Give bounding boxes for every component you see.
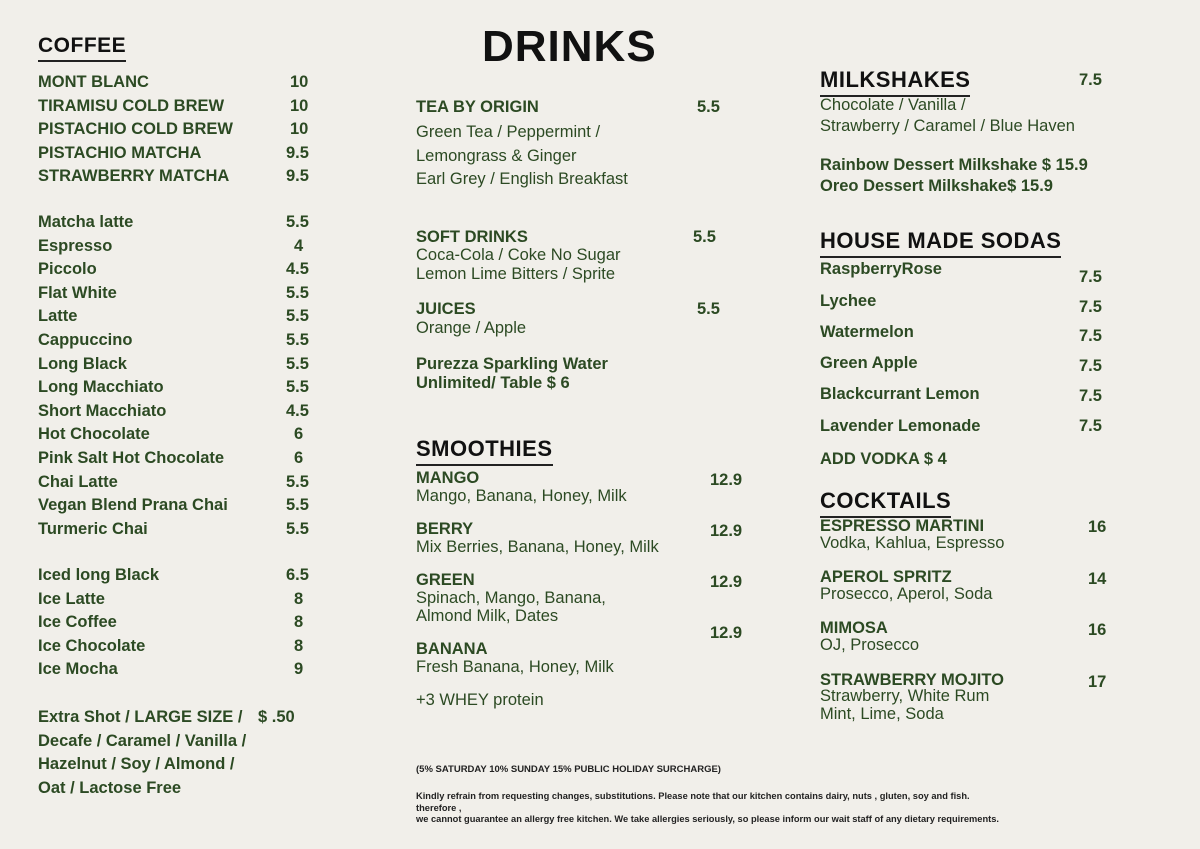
list-item	[38, 518, 318, 542]
item-name: Matcha latte	[38, 213, 134, 231]
dessert-milkshake: Rainbow Dessert Milkshake $ 15.9	[820, 156, 1088, 174]
coffee-specials-list	[38, 71, 318, 189]
item-price: 9.5	[286, 167, 309, 186]
smoothie-name: BERRY	[416, 520, 474, 538]
soda-name: Lavender Lemonade	[820, 417, 981, 435]
smoothie-price: 12.9	[710, 573, 743, 591]
soda-price: 7.5	[1079, 298, 1102, 316]
disclaimer-line: Kindly refrain from requesting changes, substitutions. Please note that our kitchen contains dairy, nuts , gluten, soy and fish.	[416, 791, 970, 801]
list-item	[38, 753, 318, 777]
item-price: 5.5	[286, 307, 309, 326]
cocktail-name: STRAWBERRY MOJITO	[820, 671, 1004, 689]
smoothie-price: 12.9	[710, 624, 743, 642]
item-name: Iced long Black	[38, 566, 160, 584]
item-name: MONT BLANC	[38, 73, 149, 91]
tea-line: Green Tea / Peppermint /	[416, 123, 601, 141]
smoothie-name: GREEN	[416, 571, 475, 589]
cocktail-price: 17	[1088, 673, 1107, 691]
milkshakes-price: 7.5	[1079, 71, 1102, 89]
extras-line: Oat / Lactose Free	[38, 778, 182, 797]
list-item	[38, 165, 318, 189]
list-item	[38, 305, 318, 329]
soda-name: Watermelon	[820, 323, 914, 341]
item-name: Ice Coffee	[38, 613, 117, 632]
item-price: 10	[290, 96, 309, 115]
smoothie-name: BANANA	[416, 640, 488, 658]
item-price: 4.5	[286, 260, 309, 279]
item-name: Chai Latte	[38, 472, 118, 491]
list-item	[38, 494, 318, 518]
smoothie-desc-line: Almond Milk, Dates	[416, 607, 559, 625]
item-name: Espresso	[38, 236, 113, 255]
item-price: 5.5	[286, 378, 309, 397]
smoothie-description: Fresh Banana, Honey, Milk	[416, 658, 614, 676]
dessert-milkshakes	[820, 155, 1088, 197]
coffee-iced-list	[38, 564, 318, 682]
item-name: TIRAMISU COLD BREW	[38, 96, 225, 115]
item-price: 5.5	[286, 354, 309, 373]
tea-price: 5.5	[697, 98, 720, 116]
item-name: Ice Mocha	[38, 660, 118, 679]
list-item	[38, 658, 318, 682]
cocktail-desc-line: Strawberry, White Rum	[820, 687, 990, 705]
item-price: 10	[290, 73, 309, 91]
item-price: 5.5	[286, 496, 309, 515]
list-item	[38, 211, 318, 235]
cocktail-name: APEROL SPRITZ	[820, 568, 952, 586]
item-name: PISTACHIO COLD BREW	[38, 120, 233, 139]
disclaimer-line: we cannot guarantee an allergy free kitchen. We take allergies seriously, so please inform our wait staff of any dietary requirements.	[416, 814, 999, 824]
list-item	[38, 282, 318, 306]
whey-addon: +3 WHEY protein	[416, 691, 544, 709]
item-name: Long Black	[38, 354, 127, 373]
soft-drinks-name: SOFT DRINKS	[416, 228, 528, 246]
disclaimer-line: therefore ,	[416, 802, 462, 813]
soda-price: 7.5	[1079, 268, 1102, 286]
tea-name: TEA BY ORIGIN	[416, 98, 539, 116]
item-price: 5.5	[286, 330, 309, 349]
list-item	[38, 376, 318, 400]
smoothie-name: MANGO	[416, 469, 480, 487]
milkshakes-heading: MILKSHAKES	[820, 67, 970, 97]
item-name: PISTACHIO MATCHA	[38, 143, 202, 162]
list-item	[38, 706, 318, 730]
water-line: Purezza Sparkling Water	[416, 355, 608, 373]
milkshake-line: Strawberry / Caramel / Blue Haven	[820, 117, 1075, 135]
item-name: Cappuccino	[38, 330, 133, 349]
item-price: 6.5	[286, 566, 309, 584]
smoothie-description: Mango, Banana, Honey, Milk	[416, 487, 627, 505]
list-item	[38, 235, 318, 259]
soda-price: 7.5	[1079, 327, 1102, 345]
soft-drinks-price: 5.5	[693, 228, 716, 246]
soft-line: Lemon Lime Bitters / Sprite	[416, 264, 615, 283]
list-item	[38, 730, 318, 754]
item-name: STRAWBERRY MATCHA	[38, 167, 230, 186]
item-price: 9.5	[286, 143, 309, 162]
cocktail-desc-line: Mint, Lime, Soda	[820, 704, 944, 723]
list-item	[38, 635, 318, 659]
item-price: 8	[294, 613, 304, 632]
juices-price: 5.5	[697, 300, 720, 318]
item-price: 4	[294, 236, 304, 255]
coffee-extras	[38, 706, 318, 800]
list-item	[38, 777, 318, 801]
soda-name: Blackcurrant Lemon	[820, 385, 980, 403]
item-name: Short Macchiato	[38, 401, 167, 420]
extras-line: Extra Shot / LARGE SIZE /	[38, 708, 243, 726]
item-name: Ice Latte	[38, 589, 105, 608]
surcharge-note: (5% SATURDAY 10% SUNDAY 15% PUBLIC HOLIDAY SURCHARGE)	[416, 764, 721, 775]
smoothie-price: 12.9	[710, 471, 743, 489]
milkshake-line: Chocolate / Vanilla /	[820, 96, 966, 114]
list-item	[38, 71, 318, 95]
cocktails-heading: COCKTAILS	[820, 488, 951, 518]
water-line: Unlimited/ Table $ 6	[416, 373, 570, 392]
item-price: 9	[294, 660, 304, 679]
list-item	[38, 564, 318, 588]
soda-name: Lychee	[820, 292, 877, 310]
item-price: 6	[294, 448, 304, 467]
dessert-milkshake: Oreo Dessert Milkshake$ 15.9	[820, 177, 1053, 195]
list-item	[38, 471, 318, 495]
soda-price: 7.5	[1079, 357, 1102, 375]
list-item	[38, 329, 318, 353]
cocktail-price: 16	[1088, 518, 1107, 536]
smoothie-desc-line: Spinach, Mango, Banana,	[416, 589, 606, 607]
cocktail-price: 16	[1088, 621, 1107, 639]
item-price: 5.5	[286, 283, 309, 302]
item-price: 4.5	[286, 401, 309, 420]
smoothie-price: 12.9	[710, 522, 743, 540]
item-price: 6	[294, 425, 304, 444]
list-item	[38, 611, 318, 635]
cocktail-description: Prosecco, Aperol, Soda	[820, 585, 993, 603]
list-item	[38, 423, 318, 447]
coffee-heading: COFFEE	[38, 34, 126, 62]
add-vodka: ADD VODKA $ 4	[820, 450, 947, 468]
item-name: Turmeric Chai	[38, 519, 148, 538]
extras-line: Hazelnut / Soy / Almond /	[38, 755, 235, 774]
item-name: Latte	[38, 307, 78, 326]
item-name: Hot Chocolate	[38, 425, 150, 444]
item-price: 5.5	[286, 213, 309, 231]
list-item	[38, 118, 318, 142]
item-price: 8	[294, 636, 304, 655]
extras-line: Decafe / Caramel / Vanilla /	[38, 731, 247, 750]
allergy-disclaimer	[416, 791, 999, 826]
smoothie-description	[416, 589, 606, 625]
soda-price: 7.5	[1079, 417, 1102, 435]
juices-description: Orange / Apple	[416, 319, 527, 337]
house-sodas-heading: HOUSE MADE SODAS	[820, 228, 1061, 258]
cocktail-name: ESPRESSO MARTINI	[820, 517, 985, 535]
cocktail-name: MIMOSA	[820, 619, 888, 637]
page-title: DRINKS	[482, 22, 657, 71]
tea-line: Earl Grey / English Breakfast	[416, 170, 628, 188]
soda-name: RaspberryRose	[820, 260, 942, 278]
item-name: Ice Chocolate	[38, 636, 146, 655]
item-name: Piccolo	[38, 260, 97, 279]
item-name: Flat White	[38, 283, 117, 302]
sparkling-water	[416, 355, 608, 392]
list-item	[38, 142, 318, 166]
extras-price: $ .50	[258, 708, 295, 726]
item-price: 10	[290, 120, 309, 139]
milkshakes-flavours	[820, 95, 1075, 137]
cocktail-price: 14	[1088, 570, 1107, 588]
smoothies-heading: SMOOTHIES	[416, 436, 553, 466]
item-price: 8	[294, 589, 304, 608]
item-price: 5.5	[286, 472, 309, 491]
soda-price: 7.5	[1079, 387, 1102, 405]
cocktail-description	[820, 688, 989, 723]
tea-description	[416, 121, 628, 192]
list-item	[38, 95, 318, 119]
soft-drinks-description	[416, 246, 621, 283]
soft-line: Coca-Cola / Coke No Sugar	[416, 246, 621, 264]
item-name: Vegan Blend Prana Chai	[38, 496, 228, 515]
item-name: Long Macchiato	[38, 378, 164, 397]
list-item	[38, 353, 318, 377]
cocktail-description: Vodka, Kahlua, Espresso	[820, 534, 1005, 552]
tea-line: Lemongrass & Ginger	[416, 146, 577, 165]
list-item	[38, 400, 318, 424]
juices-name: JUICES	[416, 300, 476, 318]
coffee-hot-list	[38, 211, 318, 541]
cocktail-description: OJ, Prosecco	[820, 636, 920, 654]
soda-name: Green Apple	[820, 354, 918, 372]
item-name: Pink Salt Hot Chocolate	[38, 448, 225, 467]
list-item	[38, 258, 318, 282]
list-item	[38, 588, 318, 612]
item-price: 5.5	[286, 519, 309, 538]
smoothie-description: Mix Berries, Banana, Honey, Milk	[416, 538, 659, 556]
list-item	[38, 447, 318, 471]
